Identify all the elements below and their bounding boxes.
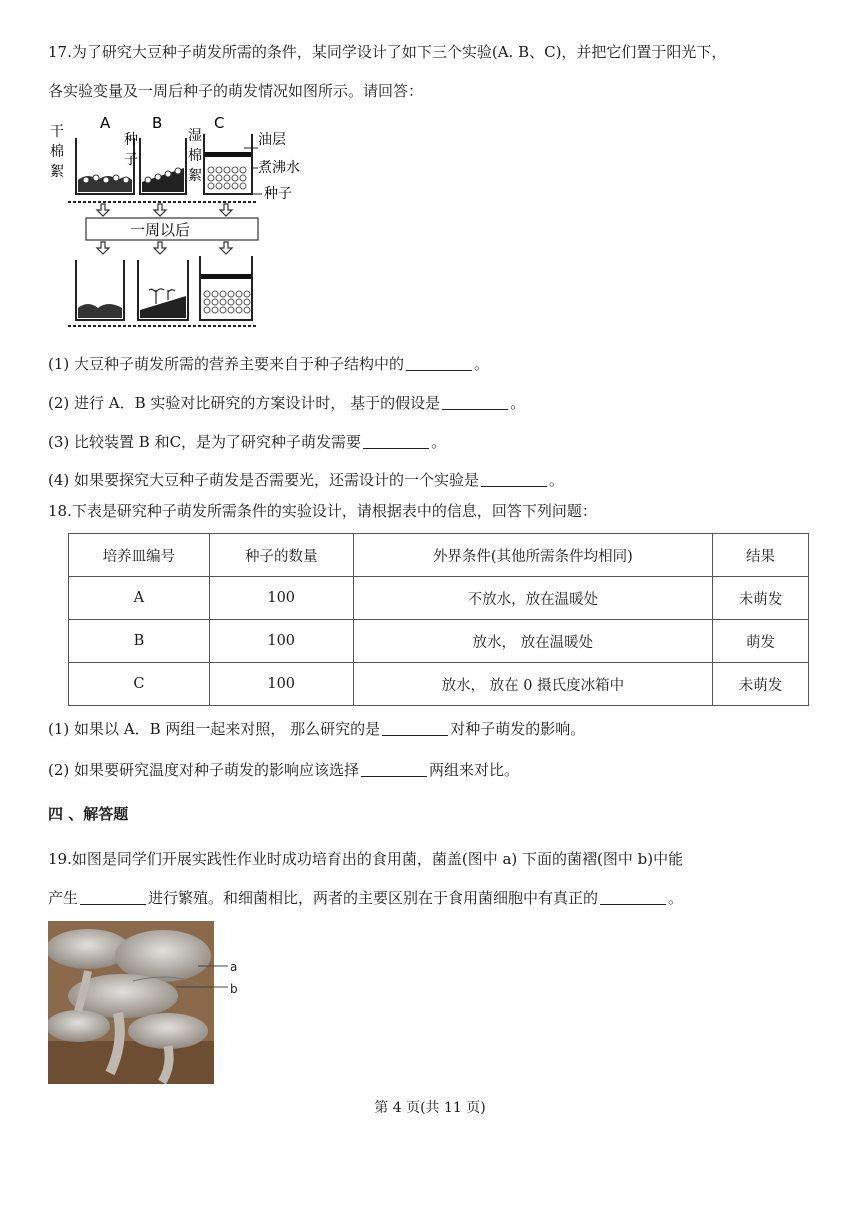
table-row [69,663,809,706]
dry-cotton-label-2: 棉 [50,144,64,160]
table-cell: 萌发 [713,620,809,663]
label-a: A [100,114,111,132]
germination-experiment-figure [48,110,313,332]
table-cell: 100 [209,620,353,663]
q17-sub4: (4) 如果要探究大豆种子萌发是否需要光，还需设计的一个实验是 。 [48,471,565,489]
table-cell: 放水， 放在温暖处 [353,620,712,663]
one-week-later-label: 一周以后 [130,221,191,239]
dry-cotton-label-3: 絮 [50,164,64,180]
q19-line2: 产生 进行繁殖。和细菌相比，两者的主要区别在于食用菌细胞中有真正的 。 [48,889,684,907]
answer-blank[interactable] [481,472,547,487]
photo-label-b: b [230,982,238,996]
table-cell: C [69,663,210,706]
answer-blank[interactable] [600,890,666,905]
q17-sub1: (1) 大豆种子萌发所需的营养主要来自于种子结构中的 。 [48,355,490,373]
table-header: 外界条件(其他所需条件均相同) [353,534,712,577]
seed-label-1: 种 [124,132,138,148]
table-cell: 放水， 放在 0 摄氏度冰箱中 [353,663,712,706]
q17-sub2: (2) 进行 A．B 实验对比研究的方案设计时， 基于的假设是 。 [48,394,526,412]
oil-layer-label: 油层 [258,132,286,148]
boiled-water-label: 煮沸水 [258,160,300,176]
q19-line1: 19.如图是同学们开展实践性作业时成功培育出的食用菌，菌盖(图中 a) 下面的菌褶(图中 b)中能 [48,850,684,868]
section-heading: 四 、解答题 [48,805,129,823]
wet-cotton-label-2: 棉 [188,148,202,164]
q18-sub2: (2) 如果要研究温度对种子萌发的影响应该选择 两组来对比。 [48,761,520,779]
experiment-table [68,533,809,706]
table-cell: 未萌发 [713,577,809,620]
table-header-row [69,534,809,577]
seed-label-2: 子 [124,152,138,168]
q18-stem: 18.下表是研究种子萌发所需条件的实验设计，请根据表中的信息，回答下列问题： [48,502,597,520]
dry-cotton-label-1: 干 [50,124,64,140]
table-cell: B [69,620,210,663]
answer-blank[interactable] [442,395,508,410]
wet-cotton-label-3: 絮 [188,168,202,184]
table-cell: A [69,577,210,620]
answer-blank[interactable] [406,356,472,371]
label-b: B [152,114,163,132]
table-row [69,577,809,620]
q18-sub1: (1) 如果以 A．B 两组一起来对照， 那么研究的是 对种子萌发的影响。 [48,720,586,738]
q17-stem-line1: 17.为了研究大豆种子萌发所需的条件，某同学设计了如下三个实验(A. B、C)，并把它们置于阳光下， [48,43,727,61]
table-header: 培养皿编号 [69,534,210,577]
table-cell: 100 [209,663,353,706]
table-cell: 未萌发 [713,663,809,706]
answer-blank[interactable] [80,890,146,905]
table-cell: 不放水，放在温暖处 [353,577,712,620]
table-cell: 100 [209,577,353,620]
seed-label-right: 种子 [264,186,292,202]
answer-blank[interactable] [361,762,427,777]
label-c: C [214,114,225,132]
mushroom-photo [48,921,248,1084]
page-footer: 第 4 页(共 11 页) [374,1100,486,1116]
answer-blank[interactable] [382,721,448,736]
table-header: 种子的数量 [209,534,353,577]
table-header: 结果 [713,534,809,577]
q17-sub3: (3) 比较装置 B 和C，是为了研究种子萌发需要 。 [48,433,447,451]
table-row [69,620,809,663]
photo-label-a: a [230,960,238,974]
wet-cotton-label-1: 湿 [188,128,202,144]
q17-stem-line2: 各实验变量及一周后种子的萌发情况如图所示。请回答： [48,82,424,100]
answer-blank[interactable] [363,434,429,449]
